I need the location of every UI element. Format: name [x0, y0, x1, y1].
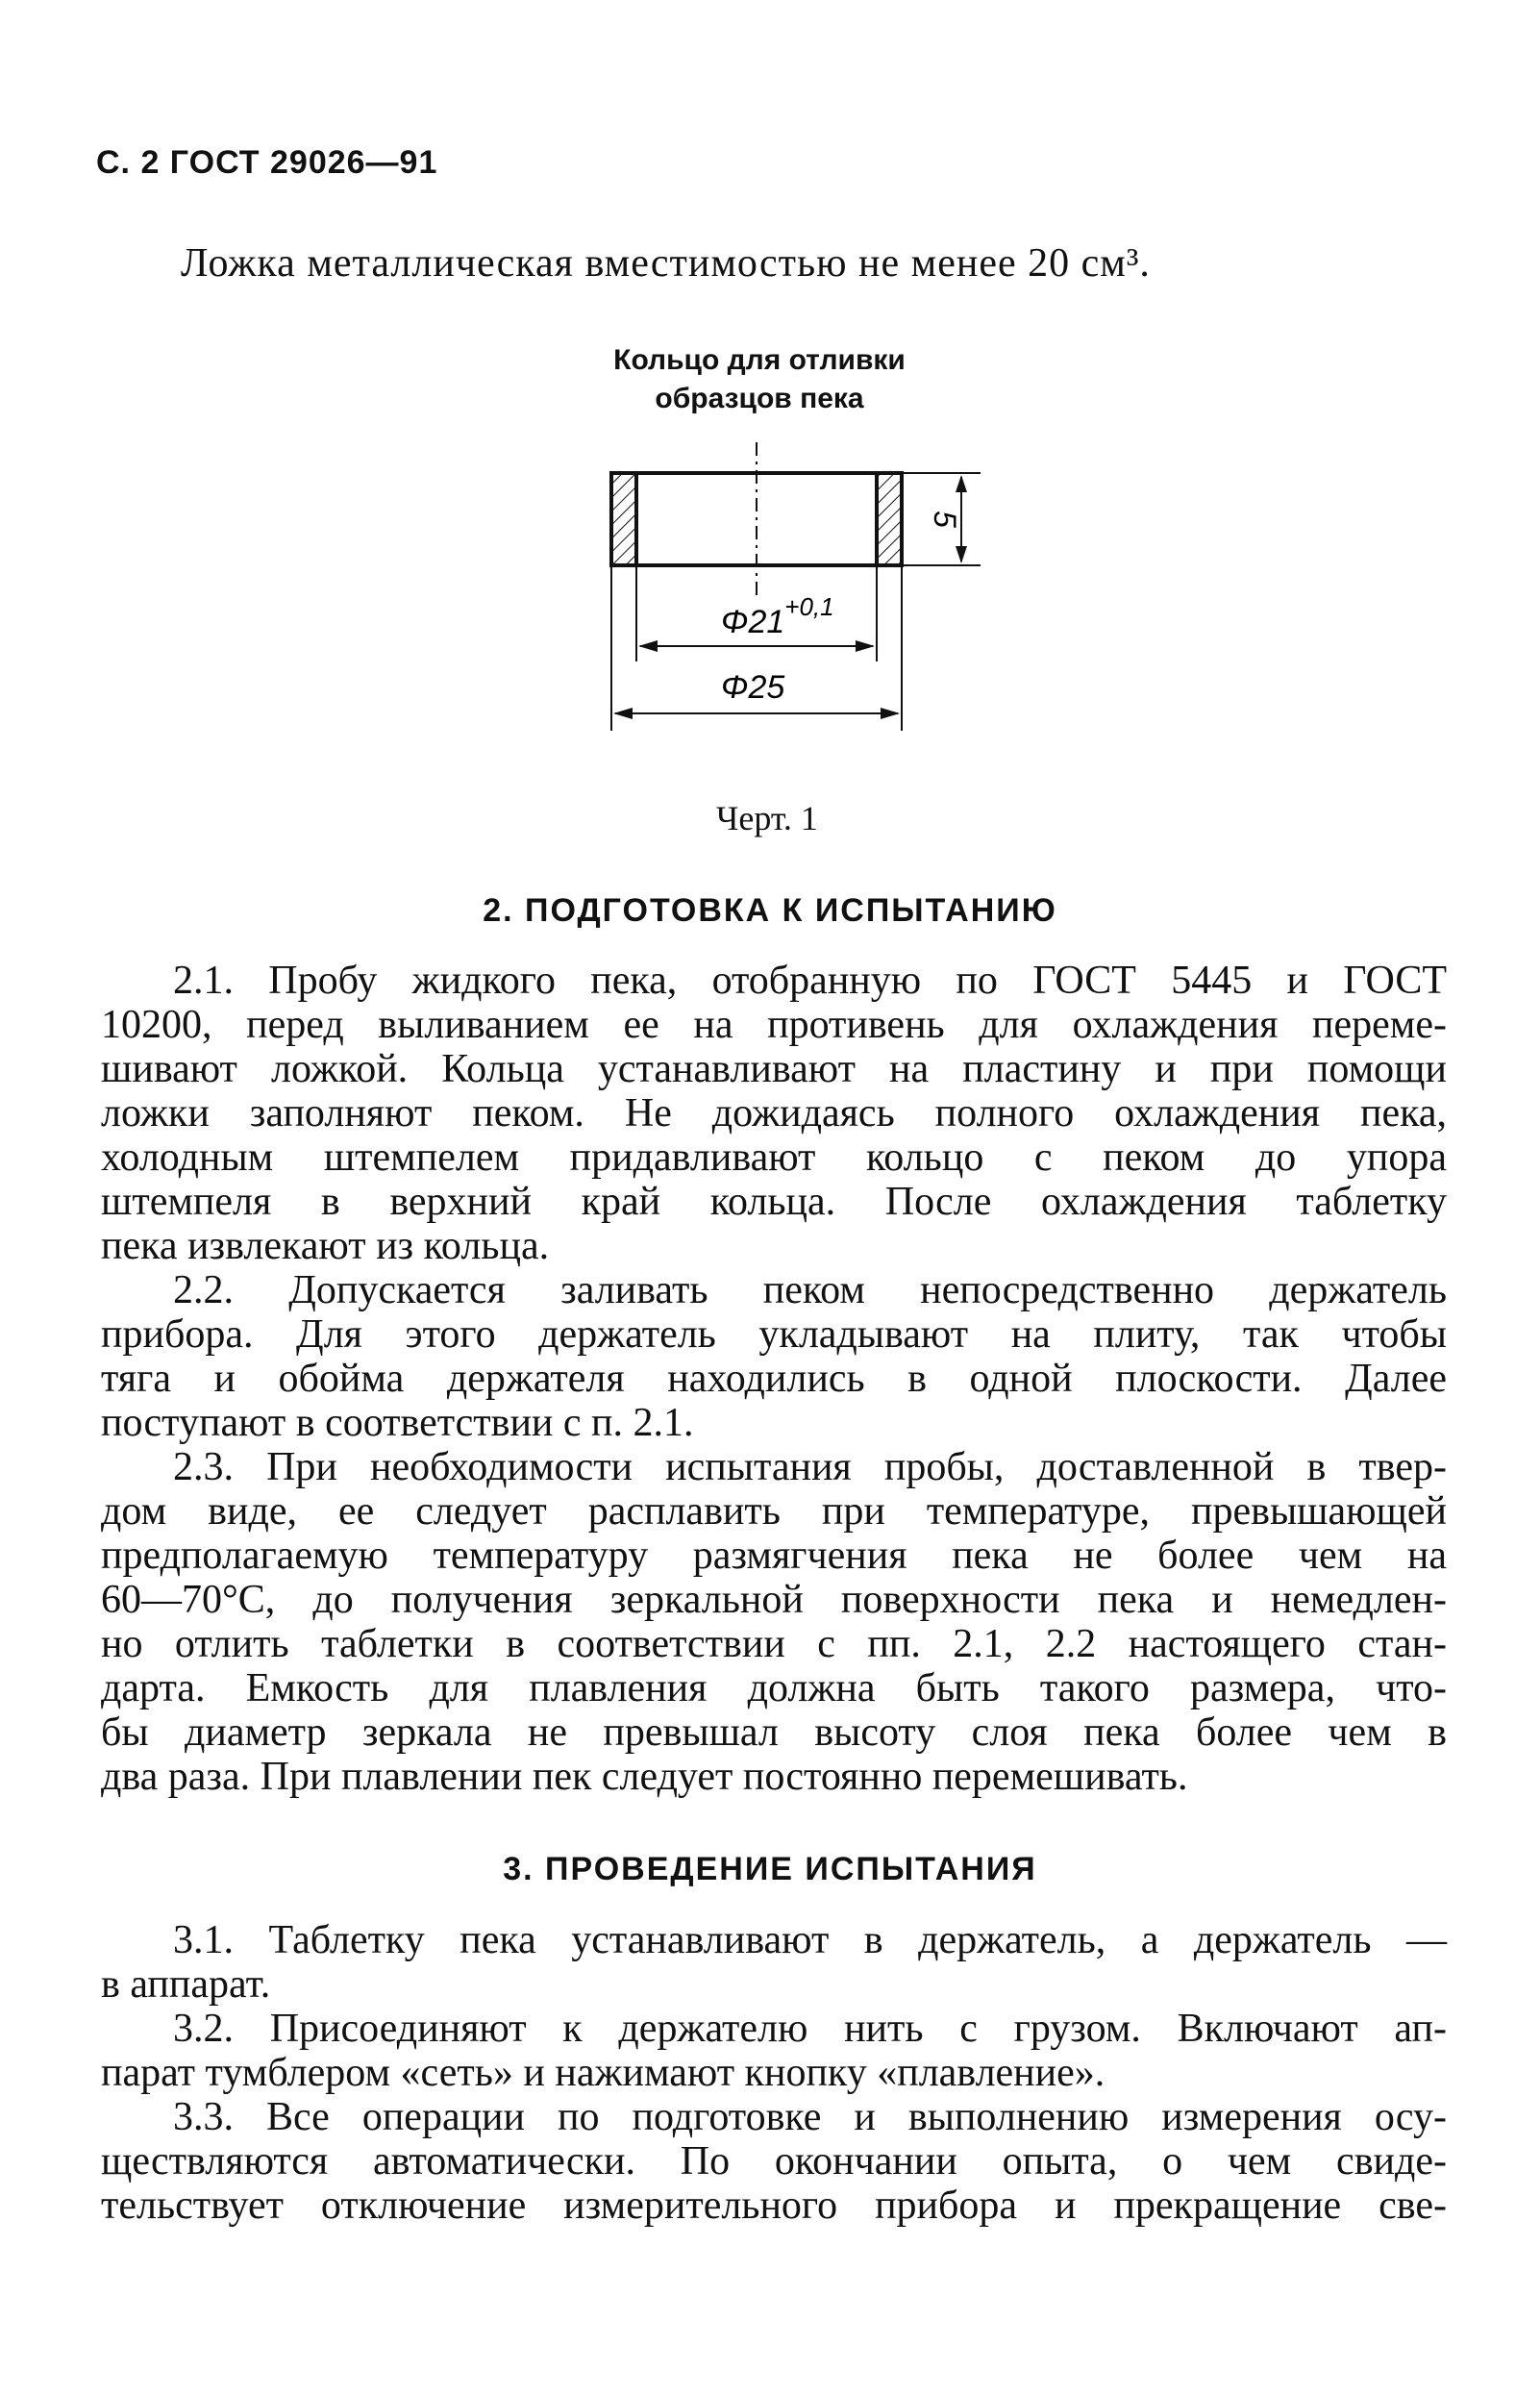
text-line: 2.3. При необходимости испытания пробы, доставленной в твер-: [173, 1445, 1447, 1489]
text-line: в аппарат.: [101, 1962, 271, 2007]
text-line: парат тумблером «сеть» и нажимают кнопку «плавление».: [101, 2051, 1105, 2095]
figure-title-line-2: образцов пека: [655, 383, 864, 414]
figure-caption: Черт. 1: [716, 799, 818, 837]
text-line: шивают ложкой. Кольца устанавливают на пластину и при помощи: [101, 1047, 1447, 1091]
height-arrow-top: [956, 475, 967, 492]
paragraph-2-3: [101, 1445, 1447, 1799]
text-line: предполагаемую температуру размягчения пека не более чем на: [101, 1534, 1447, 1578]
text-line: 60—70°С, до получения зеркальной поверхности пека и немедлен-: [101, 1578, 1447, 1622]
text-line: пека извлекают из кольца.: [101, 1224, 550, 1268]
inner-arrow-right: [856, 640, 875, 652]
text-line: штемпеля в верхний край кольца. После охлаждения таблетку: [101, 1180, 1447, 1224]
height-dimension-label: 5: [928, 511, 962, 528]
text-line: дом виде, ее следует расплавить при температуре, превышающей: [101, 1489, 1447, 1534]
text-line: 2.2. Допускается заливать пеком непосредственно держатель: [173, 1268, 1447, 1312]
ring-left-wall: [611, 473, 636, 565]
figure-title: [519, 341, 1000, 418]
outer-arrow-right: [881, 708, 900, 719]
text-line: но отлить таблетки в соответствии с пп. 2.1, 2.2 настоящего стан-: [101, 1622, 1447, 1666]
figure-title-line-1: Кольцо для отливки: [613, 344, 906, 376]
text-line: 10200, перед выливанием ее на противень для охлаждения переме-: [101, 1003, 1447, 1047]
ring-drawing: [577, 423, 1000, 750]
paragraph-2-1: [101, 959, 1447, 1268]
text-line: 3.2. Присоединяют к держателю нить с грузом. Включают ап-: [173, 2007, 1447, 2051]
text-line: бы диаметр зеркала не превышал высоту слоя пека более чем в: [101, 1710, 1447, 1755]
page-header: С. 2 ГОСТ 29026—91: [96, 144, 438, 181]
text-line: ложки заполняют пеком. Не дожидаясь полного охлаждения пека,: [101, 1091, 1447, 1136]
text-line: 3.3. Все операции по подготовке и выполнению измерения осу-: [173, 2095, 1447, 2139]
paragraph-3-3: [101, 2095, 1447, 2228]
outer-arrow-left: [613, 708, 633, 719]
paragraph-2-2: [101, 1268, 1447, 1445]
lead-line: Ложка металлическая вместимостью не менее 20 см³.: [181, 241, 1151, 286]
paragraph-3-2: [101, 2007, 1447, 2095]
paragraph-3-1: [101, 1918, 1447, 2007]
text-line: прибора. Для этого держатель укладывают на плиту, так чтобы: [101, 1312, 1447, 1357]
text-line: тельствует отключение измерительного прибора и прекращение све-: [101, 2184, 1447, 2228]
text-line: холодным штемпелем придавливают кольцо с пеком до упора: [101, 1136, 1447, 1180]
text-line: два раза. При плавлении пек следует постоянно перемешивать.: [101, 1755, 1188, 1799]
ring-right-wall: [877, 473, 902, 565]
inner-diameter-tolerance: +0,1: [784, 592, 834, 621]
height-arrow-bottom: [956, 546, 967, 563]
text-line: тяга и обойма держателя находились в одной плоскости. Далее: [101, 1357, 1447, 1401]
text-line: дарта. Емкость для плавления должна быть такого размера, что-: [101, 1666, 1447, 1710]
section-2-title: 2. ПОДГОТОВКА К ИСПЫТАНИЮ: [483, 892, 1057, 929]
text-line: ществляются автоматически. По окончании опыта, о чем свиде-: [101, 2139, 1447, 2184]
inner-diameter-value: Φ21: [721, 604, 785, 640]
inner-arrow-left: [638, 640, 658, 652]
text-line: поступают в соответствии с п. 2.1.: [101, 1401, 694, 1445]
section-3-title: 3. ПРОВЕДЕНИЕ ИСПЫТАНИЯ: [503, 1851, 1037, 1887]
text-line: 2.1. Пробу жидкого пека, отобранную по ГОСТ 5445 и ГОСТ: [173, 959, 1447, 1003]
outer-diameter-label: Φ25: [721, 669, 785, 706]
inner-diameter-label: [721, 592, 834, 640]
text-line: 3.1. Таблетку пека устанавливают в держатель, а держатель —: [173, 1918, 1447, 1962]
